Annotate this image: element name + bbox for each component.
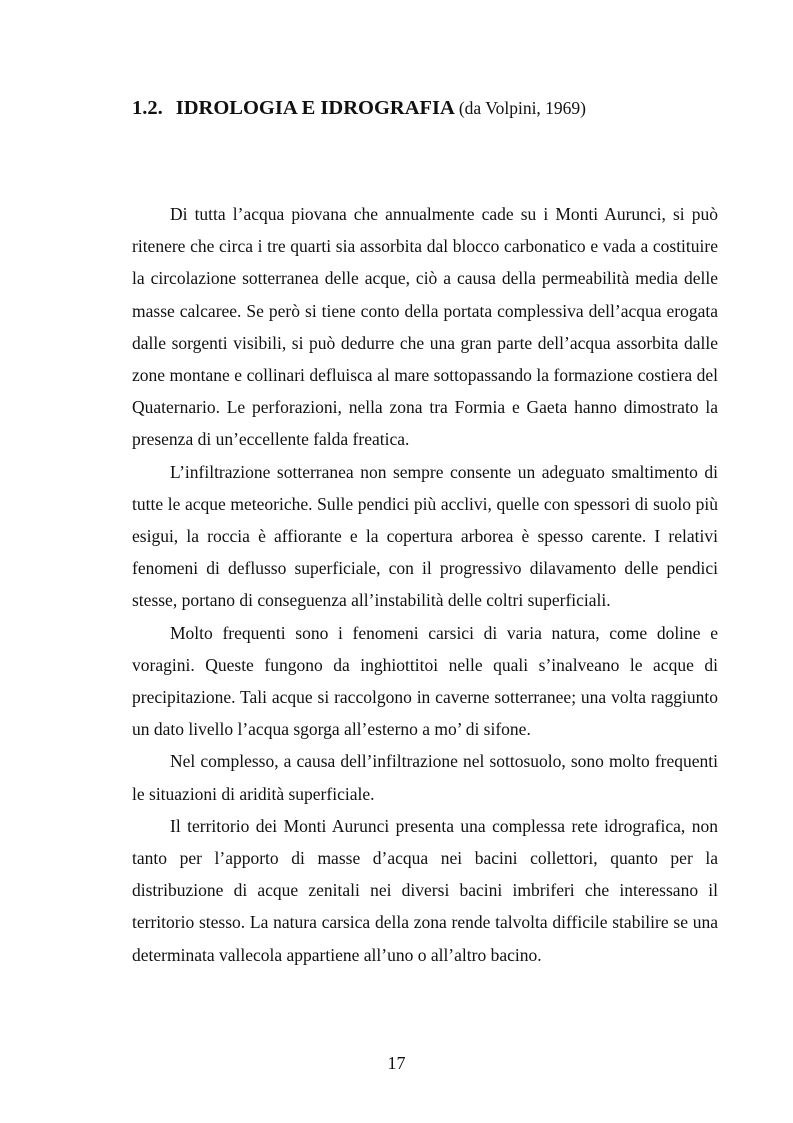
paragraph: Molto frequenti sono i fenomeni carsici di varia natura, come doline e voragini. Queste fungono da inghiottitoi nelle quali s’inalveano le acque di precipitazione. Tali acque si raccolgono in caverne sotterranee; una volta raggiunto un dato livello l’acqua sgorga all’esterno a mo’ di sifone. [132,622,718,740]
paragraph: Il territorio dei Monti Aurunci presenta una complessa rete idrografica, non tanto per l’apporto di masse d’acqua nei bacini collettori, quanto per la distribuzione di acque zenitali nei diversi bacini imbriferi che interessano il territorio stesso. La natura carsica della zona rende talvolta difficile stabilire se una determinata vallecola appartiene all’uno o all’altro bacino. [132,815,718,965]
section-heading [132,94,732,122]
body-text [132,198,718,971]
page-number: 17 [387,1053,406,1073]
paragraph: L’infiltrazione sotterranea non sempre consente un adeguato smaltimento di tutte le acque meteoriche. Sulle pendici più acclivi, quelle con spessori di suolo più esigui, la roccia è affiorante e la copertura arborea è spesso carente. I relativi fenomeni di deflusso superficiale, con il progressivo dilavamento delle pendici stesse, portano di conseguenza all’instabilità delle coltri superficiali. [132,461,718,611]
section-title: IDROLOGIA E IDROGRAFIA [175,97,454,119]
paragraph: Nel complesso, a causa dell’infiltrazione nel sottosuolo, sono molto frequenti le situazioni di aridità superficiale. [132,751,718,804]
paragraph: Di tutta l’acqua piovana che annualmente cade su i Monti Aurunci, si può ritenere che circa i tre quarti sia assorbita dal blocco carbonatico e vada a costituire la circolazione sotterranea delle acque, ciò a causa della permeabilità media delle masse calcaree. Se però si tiene conto della portata complessiva dell’acqua erogata dalle sorgenti visibili, si può dedurre che una gran parte dell’acqua assorbita dalle zone montane e collinari defluisca al mare sottopassando la formazione costiera del Quaternario. Le perforazioni, nella zona tra Formia e Gaeta hanno dimostrato la presenza di un’eccellente falda freatica. [132,204,718,450]
section-source: (da Volpini, 1969) [458,98,587,118]
section-number: 1.2. [132,97,163,119]
